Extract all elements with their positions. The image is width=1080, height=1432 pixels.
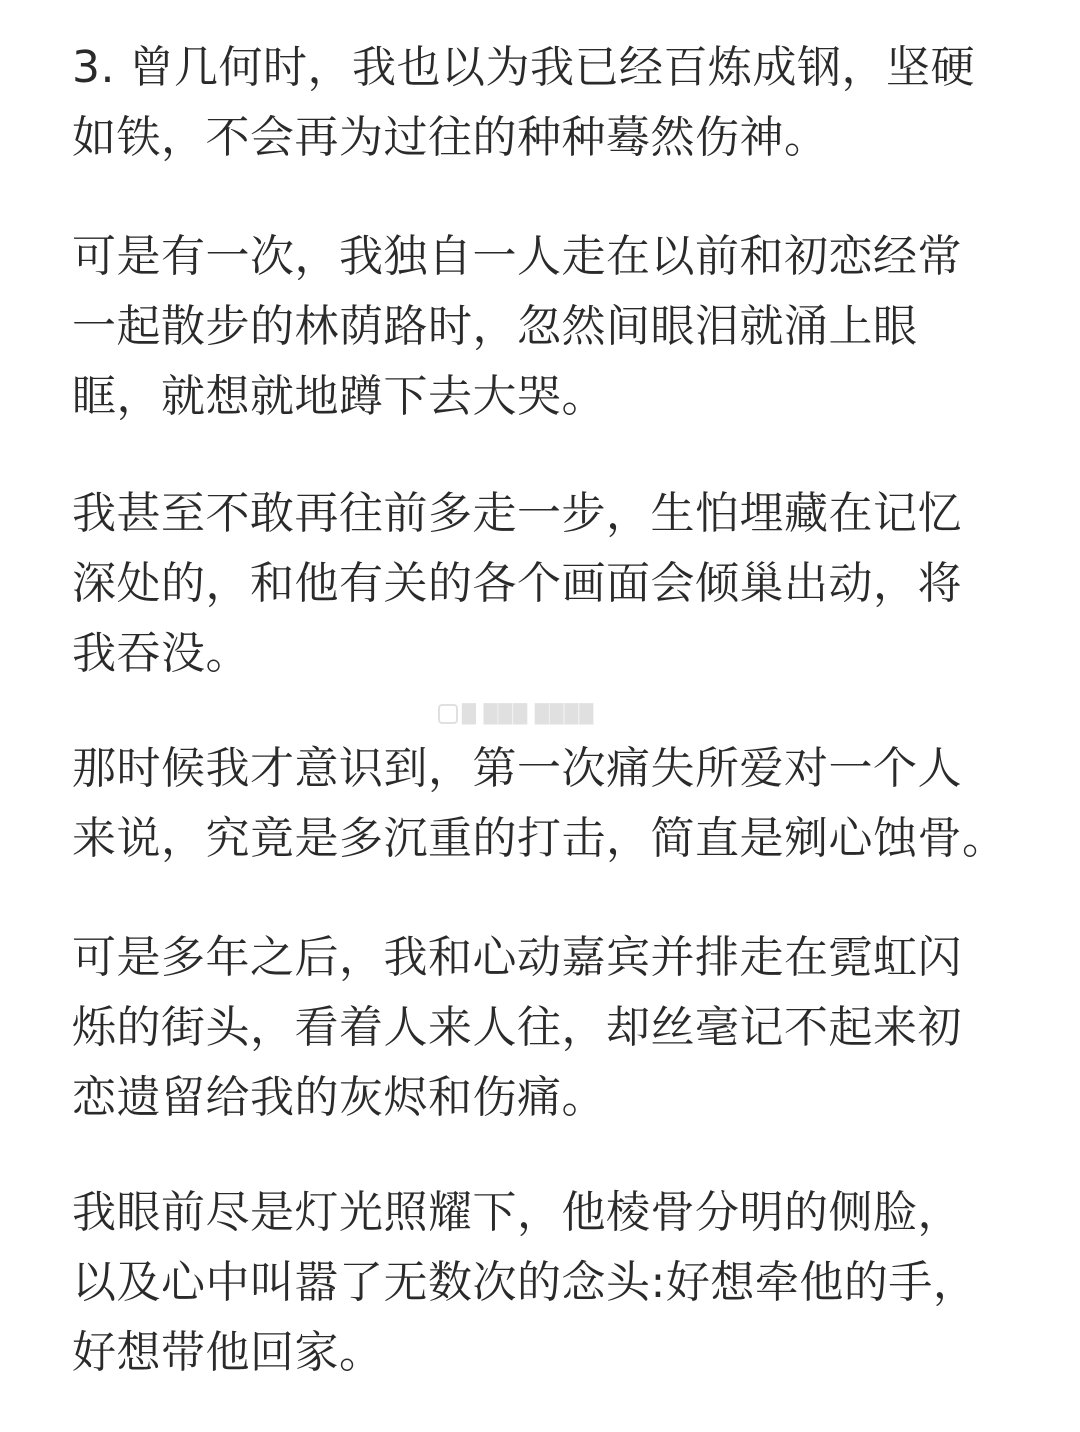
paragraph-line: 一起散步的林荫路时，忽然间眼泪就涌上眼 (72, 301, 918, 352)
paragraph-line: 可是有一次，我独自一人走在以前和初恋经常 (72, 231, 962, 282)
paragraph-line: 我吞没。 (72, 628, 250, 679)
watermark-text: █ ███ ████ (462, 703, 595, 725)
paragraph-line: 可是多年之后，我和心动嘉宾并排走在霓虹闪 (72, 932, 962, 983)
paragraph-line: 如铁，不会再为过往的种种蓦然伤神。 (72, 112, 829, 163)
paragraph-line: 3. 曾几何时，我也以为我已经百炼成钢，坚硬 (72, 42, 975, 93)
paragraph-1 (72, 33, 1012, 173)
paragraph-line: 我眼前尽是灯光照耀下，他棱骨分明的侧脸， (72, 1187, 962, 1238)
paragraph-line: 我甚至不敢再往前多走一步，生怕埋藏在记忆 (72, 488, 962, 539)
paragraph-line: 深处的，和他有关的各个画面会倾巢出动，将 (72, 558, 962, 609)
paragraph-line: 恋遗留给我的灰烬和伤痛。 (72, 1072, 606, 1123)
paragraph-line: 那时候我才意识到，第一次痛失所爱对一个人 (72, 743, 962, 794)
paragraph-line: 以及心中叫嚣了无数次的念头:好想牵他的手， (72, 1257, 978, 1308)
paragraph-line: 来说，究竟是多沉重的打击，简直是剜心蚀骨。 (72, 813, 1007, 864)
watermark-logo-icon (438, 704, 458, 724)
paragraph-5 (72, 923, 1012, 1133)
paragraph-2 (72, 222, 1012, 432)
paragraph-line: 好想带他回家。 (72, 1327, 384, 1378)
paragraph-line: 眶，就想就地蹲下去大哭。 (72, 371, 606, 422)
paragraph-6 (72, 1178, 1012, 1388)
paragraph-line: 烁的街头，看着人来人往，却丝毫记不起来初 (72, 1002, 962, 1053)
paragraph-4 (72, 734, 1012, 874)
watermark (438, 703, 634, 725)
paragraph-3 (72, 479, 1012, 689)
